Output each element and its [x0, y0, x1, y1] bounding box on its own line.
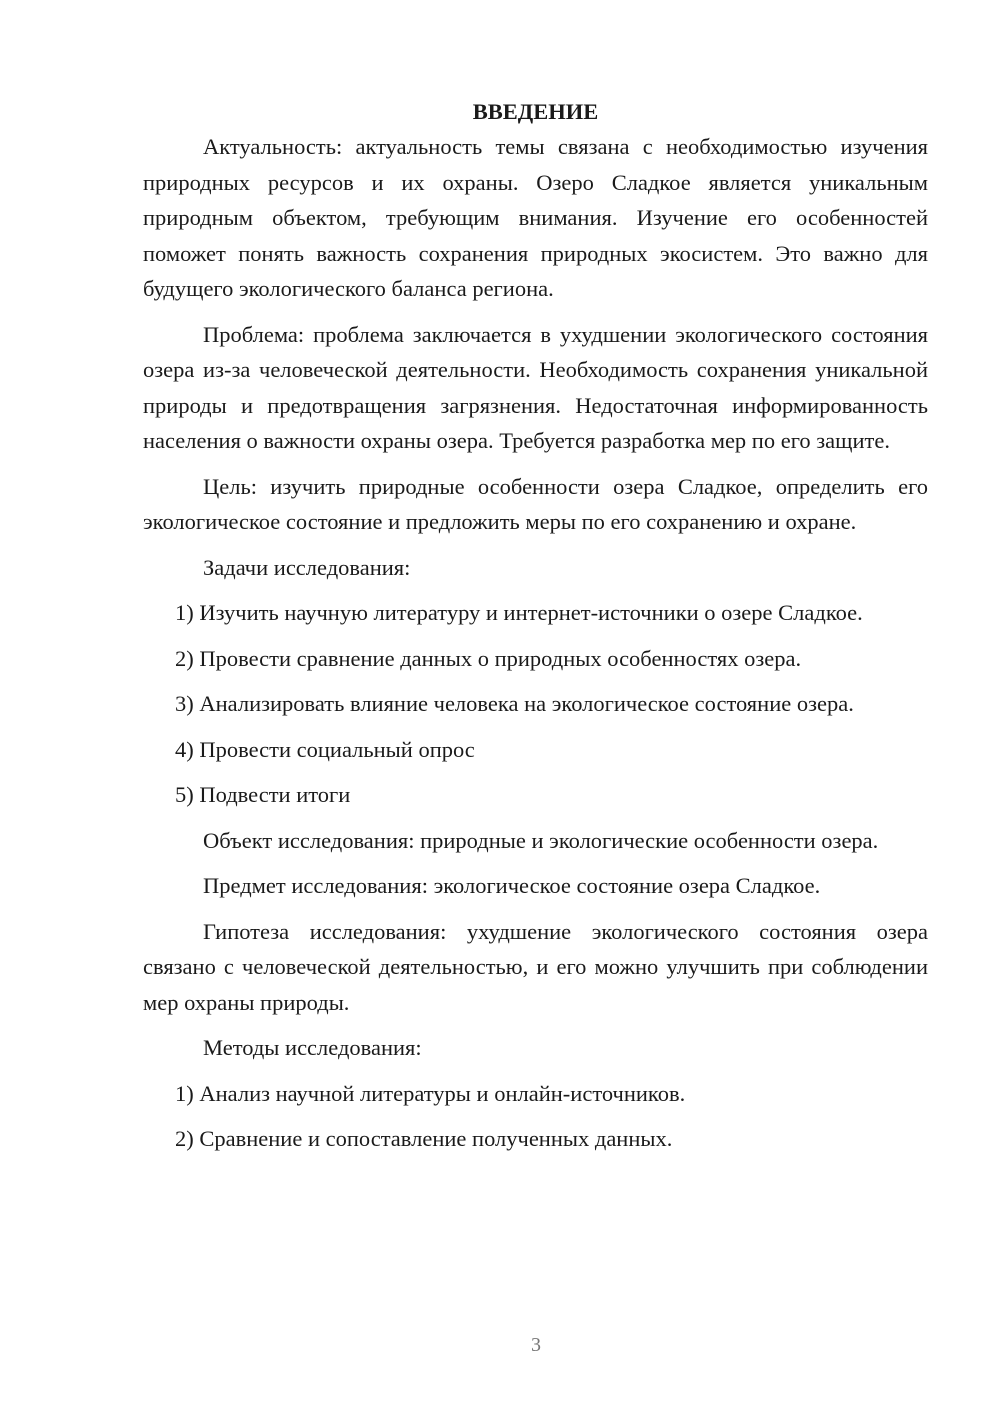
- methods-heading: Методы исследования:: [203, 1035, 422, 1060]
- task-item: 3) Анализировать влияние человека на экологическое состояние озера.: [175, 691, 854, 716]
- page-title: ВВЕДЕНИЕ: [472, 99, 599, 124]
- object-paragraph: Объект исследования: природные и экологические особенности озера.: [203, 827, 879, 853]
- hypothesis-paragraph: Гипотеза исследования: ухудшение экологического состояния озера связано с человеческой деятельностью, и его можно улучшить при соблюдении мер охраны природы.: [143, 918, 928, 1015]
- document-page: [143, 94, 928, 1167]
- method-item: 1) Анализ научной литературы и онлайн-источников.: [175, 1080, 686, 1106]
- task-item: 1) Изучить научную литературу и интернет-источники о озере Сладкое.: [175, 600, 863, 625]
- tasks-heading: Задачи исследования:: [203, 554, 411, 580]
- relevance-paragraph: Актуальность: актуальность темы связана с необходимостью изучения природных ресурсов и их охраны. Озеро Сладкое является уникальным природным объектом, требующим внимания. Изучение его особенностей поможет понять важность сохранения природных экосистем. Это важно для будущего экологического баланса региона.: [143, 134, 928, 301]
- page-number: 3: [531, 1334, 541, 1356]
- task-item: 5) Подвести итоги: [175, 782, 351, 807]
- task-item: 4) Провести социальный опрос: [175, 736, 475, 762]
- task-item: 2) Провести сравнение данных о природных особенностях озера.: [175, 645, 802, 671]
- subject-paragraph: Предмет исследования: экологическое состояние озера Сладкое.: [203, 873, 821, 898]
- problem-paragraph: Проблема: проблема заключается в ухудшении экологического состояния озера из-за человеческой деятельности. Необходимость сохранения уникальной природы и предотвращения загрязнения. Недостаточная информированность населения о важности охраны озера. Требуется разработка мер по его защите.: [143, 321, 928, 453]
- method-item: 2) Сравнение и сопоставление полученных данных.: [175, 1126, 673, 1151]
- goal-paragraph: Цель: изучить природные особенности озера Сладкое, определить его экологическое состояние и предложить меры по его сохранению и охране.: [143, 473, 928, 534]
